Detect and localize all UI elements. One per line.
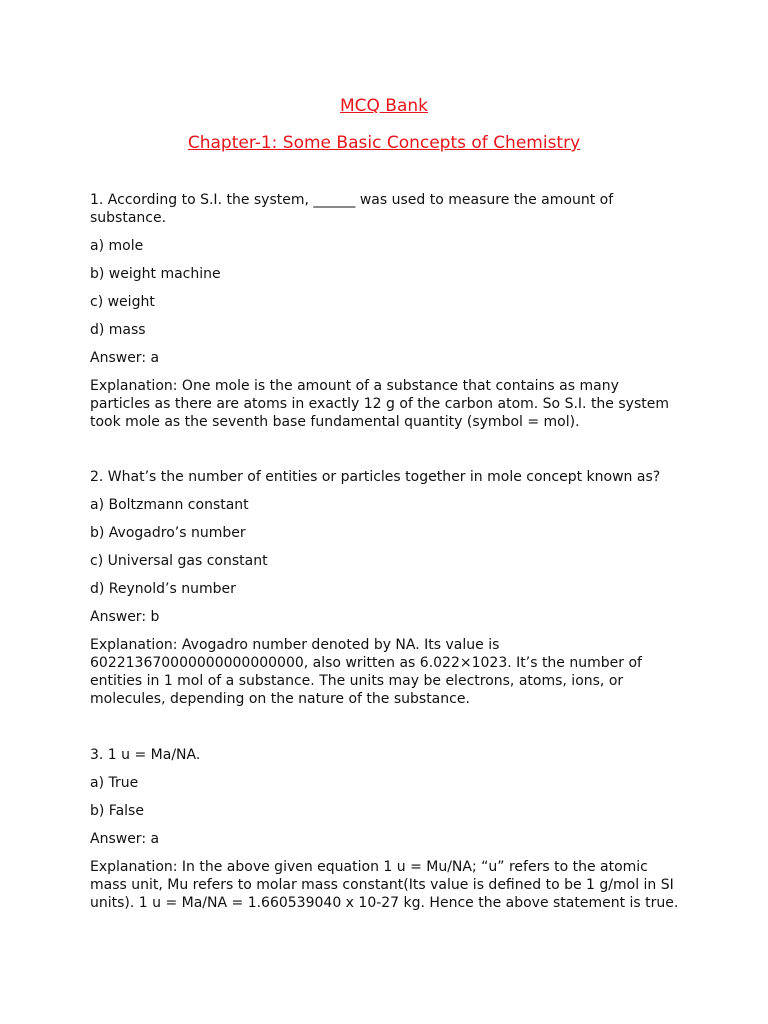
option-b: b) Avogadro’s number xyxy=(90,525,246,541)
answer-text: Answer: b xyxy=(90,609,160,625)
option-d: d) Reynold’s number xyxy=(90,581,236,597)
option-d: d) mass xyxy=(90,322,146,338)
question-text: 3. 1 u = Ma/NA. xyxy=(90,747,201,763)
option-b: b) False xyxy=(90,803,144,819)
question-block-1 xyxy=(90,191,690,431)
option-a: a) Boltzmann constant xyxy=(90,497,249,513)
answer-text: Answer: a xyxy=(90,831,160,847)
explanation-text: Explanation: One mole is the amount of a substance that contains as many particles as there are atoms in exactly 12 g of the carbon atom. So S.I. the system took mole as the seventh base fundamental quantity (symbol = mol). xyxy=(90,378,669,430)
option-a: a) True xyxy=(90,775,139,791)
option-c: c) weight xyxy=(90,294,155,310)
question-text: 1. According to S.I. the system, ______ was used to measure the amount of substance. xyxy=(90,192,614,226)
option-a: a) mole xyxy=(90,238,144,254)
answer-text: Answer: a xyxy=(90,350,160,366)
document-title: MCQ Bank xyxy=(339,96,429,116)
question-text: 2. What’s the number of entities or particles together in mole concept known as? xyxy=(90,469,661,485)
document-page xyxy=(90,94,690,912)
option-c: c) Universal gas constant xyxy=(90,553,268,569)
question-block-2 xyxy=(90,468,690,708)
explanation-text: Explanation: Avogadro number denoted by NA. Its value is 602213670000000000000000, also written as 6.022×1023. It’s the number of entities in 1 mol of a substance. The units may be electrons, atoms, ions, or molecules, depending on the nature of the substance. xyxy=(90,637,642,707)
chapter-heading: Chapter-1: Some Basic Concepts of Chemistry xyxy=(187,133,581,153)
option-b: b) weight machine xyxy=(90,266,221,282)
explanation-text: Explanation: In the above given equation 1 u = Mu/NA; “u” refers to the atomic mass unit, Mu refers to molar mass constant(Its value is defined to be 1 g/mol in SI units). 1 u = Ma/NA = 1.660539040 x 10-27 kg. Hence the above statement is true. xyxy=(90,859,679,911)
question-block-3 xyxy=(90,746,690,912)
